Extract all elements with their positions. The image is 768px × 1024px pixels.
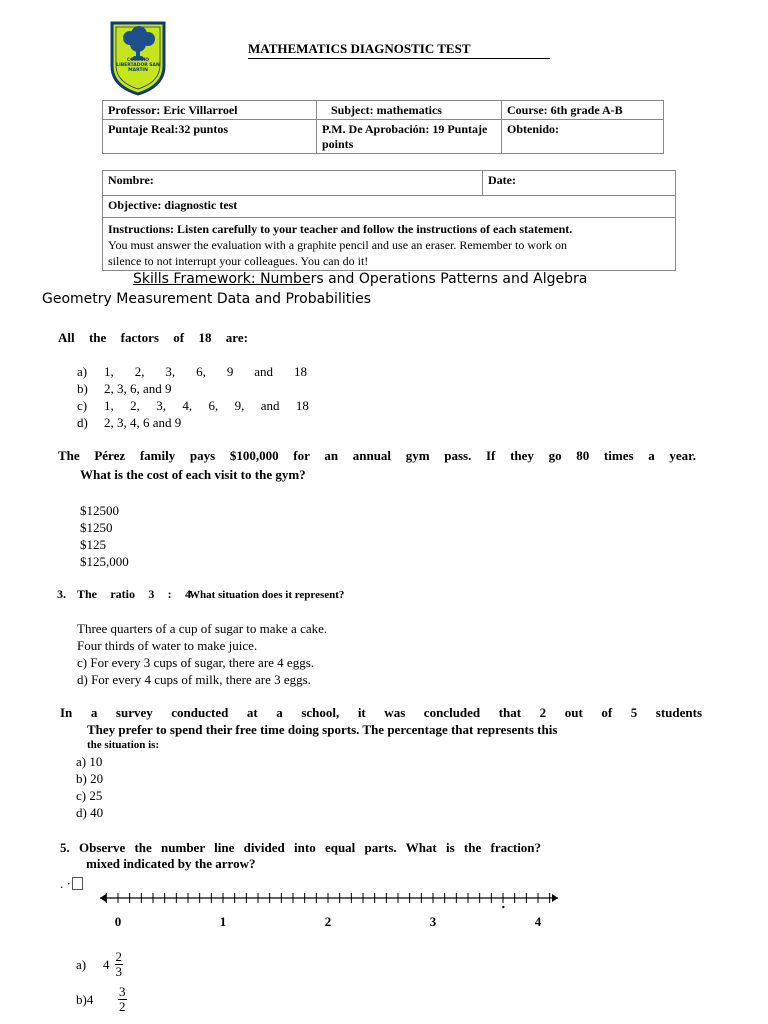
option-part: 1, bbox=[104, 364, 114, 379]
fraction-numerator: 2 bbox=[115, 949, 122, 964]
option-whole: 4 bbox=[103, 957, 110, 972]
option-part: 2, bbox=[134, 364, 145, 379]
q4-stem-line1: In a survey conducted at a school, it was concluded that 2 out of 5 students bbox=[60, 705, 702, 720]
option-fraction bbox=[115, 950, 124, 979]
q1-stem bbox=[58, 330, 248, 346]
option-value: 10 bbox=[89, 754, 103, 769]
q1-word: factors bbox=[120, 330, 159, 345]
right-arrowhead-icon bbox=[552, 894, 558, 902]
q4-stem-line2: They prefer to spend their free time doing sports. The percentage that represents this bbox=[87, 722, 558, 737]
q2-option-2[interactable]: $1250 bbox=[80, 520, 113, 535]
skills-framework-line2: Geometry Measurement Data and Probabilities bbox=[42, 291, 372, 307]
option-part: 3, bbox=[165, 364, 176, 379]
q1-option-a[interactable] bbox=[77, 363, 309, 380]
info-table bbox=[102, 100, 664, 154]
aprobacion-cell bbox=[317, 120, 502, 154]
q1-word: 18 bbox=[198, 330, 212, 345]
q1-option-a-text bbox=[104, 363, 307, 380]
q1-options bbox=[77, 363, 309, 431]
q3-option-1[interactable]: Three quarters of a cup of sugar to make a cake. bbox=[77, 621, 328, 636]
course-cell: Course: 6th grade A-B bbox=[502, 101, 664, 120]
q1-word: All bbox=[58, 330, 75, 345]
student-table bbox=[102, 170, 676, 271]
q1-word: of bbox=[173, 330, 185, 345]
q3-option-3[interactable]: c) For every 3 cups of sugar, there are 4 eggs. bbox=[77, 655, 315, 670]
q5-option-b[interactable] bbox=[76, 985, 127, 1014]
skills-prefix: Skills Framework: bbox=[133, 271, 261, 287]
logo-caption: COLEGIO LIBERTADOR SAN MARTIN bbox=[116, 58, 160, 73]
q1-option-c[interactable] bbox=[77, 397, 309, 414]
option-letter: b)4 bbox=[76, 992, 94, 1007]
placeholder-box-icon bbox=[72, 877, 83, 890]
option-letter: d) bbox=[76, 805, 87, 820]
aprobacion-line1: P.M. De Aprobación: 19 Puntaje bbox=[322, 122, 488, 136]
instructions-bold: Instructions: Listen carefully to your teacher and follow the instructions of each statement. bbox=[108, 222, 573, 236]
q3-option-4[interactable]: d) For every 4 cups of milk, there are 3 eggs. bbox=[77, 672, 311, 687]
option-part: 9 bbox=[226, 364, 234, 379]
option-letter: b) bbox=[76, 771, 87, 786]
q1-option-d[interactable] bbox=[77, 414, 309, 431]
option-part: 18 bbox=[295, 398, 309, 413]
instructions-line3: silence to not interrupt your colleagues. You can do it! bbox=[108, 254, 369, 268]
number-line-label: 3 bbox=[429, 914, 437, 929]
option-part: 6, bbox=[208, 398, 219, 413]
q3-options bbox=[77, 620, 327, 688]
option-part: 6, bbox=[196, 364, 206, 379]
q3-number: 3. bbox=[57, 587, 66, 601]
subject-cell: Subject: mathematics bbox=[317, 101, 502, 120]
option-part: and bbox=[260, 398, 280, 413]
nombre-cell[interactable]: Nombre: bbox=[103, 171, 483, 196]
q2-option-1[interactable]: $12500 bbox=[80, 503, 119, 518]
fraction-denominator: 3 bbox=[115, 964, 122, 979]
arrow-indicator bbox=[502, 906, 504, 908]
number-line-svg bbox=[90, 888, 570, 938]
q3-word: The bbox=[77, 587, 98, 601]
q2-option-4[interactable]: $125,000 bbox=[80, 554, 129, 569]
option-fraction bbox=[118, 985, 127, 1014]
q2-options bbox=[80, 502, 129, 570]
q1-word: are: bbox=[225, 330, 248, 345]
q3-stem-small: What situation does it represent? bbox=[189, 589, 345, 601]
q4-option-d[interactable] bbox=[76, 804, 103, 821]
q3-stem bbox=[57, 587, 344, 602]
option-letter: b) bbox=[77, 381, 88, 396]
option-letter: c) bbox=[76, 788, 87, 803]
q1-word: the bbox=[88, 330, 107, 345]
objective-cell: Objective: diagnostic test bbox=[103, 196, 676, 218]
q5-marker: . · bbox=[60, 876, 71, 891]
option-part: 2, bbox=[130, 398, 140, 413]
aprobacion-line2: points bbox=[322, 137, 354, 151]
option-part: 3, bbox=[156, 398, 166, 413]
q1-option-d-text: 2, 3, 4, 6 and 9 bbox=[104, 415, 182, 430]
q3-option-2[interactable]: Four thirds of water to make juice. bbox=[77, 638, 258, 653]
option-value: 20 bbox=[90, 771, 104, 786]
option-part: 18 bbox=[294, 364, 307, 379]
skills-rest: rs and Operations Patterns and Algebra bbox=[310, 271, 588, 287]
q5-stem-line2: mixed indicated by the arrow? bbox=[86, 856, 256, 871]
option-letter: a) bbox=[76, 957, 87, 972]
date-cell[interactable]: Date: bbox=[483, 171, 676, 196]
q4-stem-line3: the situation is: bbox=[87, 739, 160, 751]
q1-option-c-text bbox=[104, 397, 309, 414]
left-arrowhead-icon bbox=[100, 894, 106, 902]
q2-option-3[interactable]: $125 bbox=[80, 537, 106, 552]
q2-stem-line1: The Pérez family pays $100,000 for an annual gym pass. If they go 80 times a year. bbox=[58, 448, 696, 463]
q4-option-c[interactable] bbox=[76, 787, 103, 804]
q4-option-b[interactable] bbox=[76, 770, 103, 787]
option-part: 9, bbox=[234, 398, 245, 413]
q2-stem-line2: What is the cost of each visit to the gym? bbox=[80, 467, 306, 482]
option-part: and bbox=[254, 364, 274, 379]
option-value: 25 bbox=[89, 788, 103, 803]
skills-framework-line1 bbox=[133, 271, 587, 287]
option-letter: a) bbox=[77, 364, 88, 379]
option-letter: d) bbox=[77, 415, 88, 430]
q4-options bbox=[76, 753, 103, 821]
q3-word: 4 bbox=[184, 587, 191, 601]
fraction-denominator: 2 bbox=[119, 999, 126, 1014]
q4-option-a[interactable] bbox=[76, 753, 103, 770]
instructions-line2: You must answer the evaluation with a graphite pencil and use an eraser. Remember to work on bbox=[108, 238, 567, 252]
option-part: 1, bbox=[104, 398, 114, 413]
instructions-cell bbox=[103, 218, 676, 271]
q3-word: 3 bbox=[148, 587, 155, 601]
q5-option-a[interactable] bbox=[76, 950, 123, 979]
option-part: 4, bbox=[182, 398, 193, 413]
number-line bbox=[90, 888, 570, 938]
q3-word: ratio bbox=[110, 587, 135, 601]
option-value: 40 bbox=[90, 805, 104, 820]
number-line-label: 1 bbox=[219, 914, 227, 929]
q1-option-b-text: 2, 3, 6, and 9 bbox=[104, 381, 172, 396]
professor-cell: Professor: Eric Villarroel bbox=[103, 101, 317, 120]
number-line-label: 4 bbox=[534, 914, 542, 929]
q3-ratio bbox=[77, 587, 191, 602]
number-line-label: 2 bbox=[324, 914, 332, 929]
page-title: MATHEMATICS DIAGNOSTIC TEST bbox=[248, 41, 550, 59]
puntaje-real-cell: Puntaje Real:32 puntos bbox=[103, 120, 317, 154]
number-line-label: 0 bbox=[114, 914, 122, 929]
q5-stem-line1: 5. Observe the number line divided into equal parts. What is the fraction? bbox=[60, 840, 542, 855]
fraction-numerator: 3 bbox=[119, 984, 126, 999]
option-letter: a) bbox=[76, 754, 87, 769]
obtenido-cell: Obtenido: bbox=[502, 120, 664, 154]
q1-option-b[interactable] bbox=[77, 380, 309, 397]
skills-underlined: Numbe bbox=[260, 271, 311, 287]
option-letter: c) bbox=[77, 398, 88, 413]
q3-word: : bbox=[167, 587, 172, 601]
